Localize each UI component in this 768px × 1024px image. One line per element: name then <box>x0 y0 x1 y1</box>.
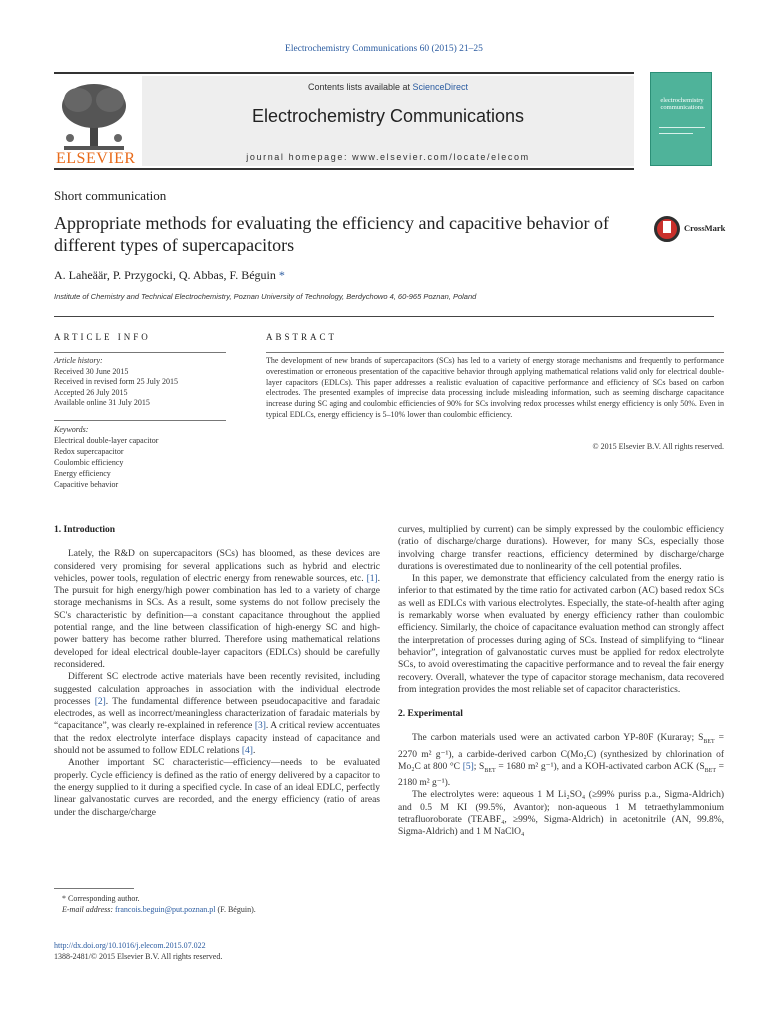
email-label: E-mail address: <box>62 905 114 914</box>
crossmark-label: CrossMark <box>684 223 726 233</box>
reference-link[interactable]: [3] <box>254 721 266 732</box>
keyword-item: Electrical double-layer capacitor <box>54 436 159 445</box>
journal-citation[interactable]: Electrochemistry Communications 60 (2015) 21–25 <box>285 44 483 54</box>
keywords <box>54 424 226 490</box>
article-history <box>54 356 226 409</box>
footnote-rule <box>54 888 134 889</box>
history-item: Received in revised form 25 July 2015 <box>54 377 178 386</box>
subscript: BET <box>704 767 717 774</box>
contents-prefix: Contents lists available at <box>307 82 413 92</box>
paragraph <box>54 548 380 671</box>
history-item: Received 30 June 2015 <box>54 366 129 376</box>
keyword-item: Capacitive behavior <box>54 480 119 489</box>
section-type: Short communication <box>54 188 167 203</box>
cover-stripe <box>659 127 705 128</box>
history-label: Article history: <box>54 356 103 365</box>
header-top-rule <box>54 72 634 74</box>
corresponding-author-note: Corresponding author. <box>68 894 140 903</box>
abstract-heading: ABSTRACT <box>266 332 338 342</box>
history-item: Available online 31 July 2015 <box>54 398 150 407</box>
keywords-label: Keywords: <box>54 425 89 434</box>
section-heading: 1. Introduction <box>54 525 116 535</box>
paragraph <box>398 789 724 838</box>
section-heading: 2. Experimental <box>398 709 463 720</box>
article-info-rule <box>54 352 226 353</box>
authors-text: A. Laheäär, P. Przygocki, Q. Abbas, F. Béguin <box>54 268 276 282</box>
section-divider <box>54 316 714 317</box>
reference-link[interactable]: [1] <box>366 573 378 584</box>
contents-line <box>142 82 634 92</box>
affiliation: Institute of Chemistry and Technical Electrochemistry, Poznan University of Technology, Berdychowo 4, 60-965 Poznan, Poland <box>54 292 477 301</box>
email-link[interactable]: francois.beguin@put.poznan.pl <box>115 905 216 914</box>
journal-cover-thumbnail[interactable] <box>650 72 712 166</box>
corresponding-author-mark[interactable]: * <box>278 268 285 282</box>
sciencedirect-link[interactable]: ScienceDirect <box>412 82 469 92</box>
paragraph-text: The electrolytes were: aqueous 1 M Li₂SO₄ (≥99% puriss p.a., Sigma-Aldrich) and 0.5 M KI (99.5%, Avantor); non-aqueous 1 M tetraethylammonium tetrafluoroborate (TEABF₄, ≥99%, Sigma-Aldrich) in acetonitrile (AN, 99.8%, Sigma-Aldrich) and 1 M NaClO₄ <box>398 790 724 838</box>
paragraph <box>54 671 380 757</box>
keywords-rule <box>54 420 226 421</box>
subscript: BET <box>703 739 715 746</box>
abstract-text: The development of new brands of supercapacitors (SCs) has led to a variety of energy storage mechanisms and frequently to performance overestimation or erroneous presentation of the capacitive behavior through applying mathematical relations valid only for electrical double-layer capacitors (EDLCs). This paper addresses a realistic evaluation of capacitive performance and efficiency of SCs based on carbon electrodes. The presented examples of imprecise data processing include misleading information, such as seeming discharge capacitance increase during SC aging and coulombic efficiencies of 90% for SCs involving redox processes whilst energy efficiency is only 50%. Even in typical EDLCs, energy efficiency is 5–10% lower than coulombic efficiency. <box>266 356 724 419</box>
issn-line: 1388-2481/© 2015 Elsevier B.V. All rights reserved. <box>54 952 223 961</box>
doi-link[interactable]: http://dx.doi.org/10.1016/j.elecom.2015.07.022 <box>54 941 206 950</box>
cover-title: electrochemistry communications <box>660 97 704 112</box>
paragraph-text: curves, multiplied by current) can be simply expressed by the coulombic efficiency (ratio of discharge/charge durations). However, for many SCs, especially those involving charge transfer reactions, efficiency determined by discharge/charge durations is overestimated due to nonlinearity of the cell potential profiles. <box>398 525 724 572</box>
footnote-mark: * <box>62 894 66 903</box>
crossmark-bookmark-icon <box>663 221 671 233</box>
journal-homepage[interactable]: journal homepage: www.elsevier.com/locate/elecom <box>246 152 530 162</box>
paragraph <box>398 732 724 789</box>
paragraph-text: . <box>252 746 256 757</box>
article-info-heading: ARTICLE INFO <box>54 332 151 342</box>
paragraph-text: Different SC electrode active materials have been recently revisited, including suggested calculation approaches in association with the individual electrode processes <box>54 672 380 707</box>
footnote <box>62 893 380 915</box>
paragraph-text: ; S <box>473 761 485 772</box>
footnote-line <box>62 893 380 904</box>
keyword-item: Redox supercapacitor <box>54 447 124 456</box>
journal-title: Electrochemistry Communications <box>251 106 525 126</box>
paragraph-text: . The fundamental difference between pseudocapacitive and faradaic electrodes, as well as incorrect/meaningless characterization of faradaic materials by “capacitance”, was clearly re-explained in reference <box>54 696 380 732</box>
publisher-wordmark: ELSEVIER <box>56 150 136 167</box>
paragraph-text: The carbon materials used were an activated carbon YP-80F (Kuraray; S <box>412 733 704 744</box>
subscript: BET <box>484 767 496 774</box>
paragraph-text: Lately, the R&D on supercapacitors (SCs) has bloomed, as these devices are considered very promising for several applications such as hybrid and electric vehicles, power tools, regulation of electric energy from renewable sources, etc. <box>54 549 380 584</box>
article-title: Appropriate methods for evaluating the efficiency and capacitive behavior of different types of supercapacitors <box>54 213 609 255</box>
paragraph-text: . A critical review accentuates that the redox electrolyte interface displays capacity instead of capacitance and should not be assumed to follow EDLC relations <box>54 721 381 757</box>
email-suffix: (F. Béguin). <box>215 905 256 914</box>
paragraph-text: In this paper, we demonstrate that efficiency calculated from the energy ratio is inferior to that estimated by the time ratio for activated carbon (AC) based redox SCs as well as EDLCs with various electrolytes. Especially, the state-of-health after aging is remarkably worse when evaluated by energy efficiency rather than coulombic efficiency. Similarly, the choice of capacitance evaluation method can strongly affect the interpretation of processes during aging of SCs. Instead of simplifying to “linear behavior”, integration of galvanostatic curves must be applied for redox electrolyte SCs, to avoid overestimating the capacitive performance and to reveal the fair energy recovery. Overall, whatever the type of capacitor storage mechanism, data recovered from integration provides the most reliable set of capacitor characteristics. <box>398 574 724 695</box>
abstract-rule <box>266 352 724 353</box>
crossmark-badge[interactable] <box>654 214 728 244</box>
keyword-item: Coulombic efficiency <box>54 458 124 467</box>
history-item: Accepted 26 July 2015 <box>54 387 128 397</box>
paragraph <box>54 757 380 818</box>
cover-stripe <box>659 133 693 134</box>
journal-header <box>54 72 634 170</box>
paragraph-text: . The pursuit for high energy/high power combination has led to a variety of charge storage mechanisms in SCs. As a result, some systems do not follow precisely the SC's characteristic by definition—a constant capacitance throughout the applied potential range, and the line between classification of high-energy SC and high-power battery has become rather blurred. Therefore using mathematical relations developed for ideal electrical double-layer capacitors (EDLCs) should be carefully reconsidered. <box>54 573 381 670</box>
paragraph <box>398 524 724 573</box>
paragraph-text: = 2270 m² g⁻¹), a carbide-derived carbon C(Mo₂C) (synthesized by chlorination of Mo₂C at 800 °C <box>398 733 724 772</box>
paragraph <box>398 573 724 696</box>
paragraph-text: Another important SC characteristic—efficiency—needs to be evaluated properly. Cycle efficiency is defined as the ratio of energy delivered by a capacitor to the energy supplied to it during a specified cycle. In case of an ideal EDLC, perfectly linear galvanostatic curves are recorded, and the energy efficiency (ratio of areas under the discharge/charge <box>54 758 380 818</box>
paragraph-text: = 1680 m² g⁻¹), and a KOH-activated carbon ACK (S <box>495 761 705 772</box>
reference-link[interactable]: [5] <box>462 761 474 772</box>
doi-block <box>54 940 222 962</box>
body-column-left <box>54 524 380 819</box>
keyword-item: Energy efficiency <box>54 469 111 478</box>
reference-link[interactable]: [2] <box>94 696 106 707</box>
abstract-copyright: © 2015 Elsevier B.V. All rights reserved. <box>592 442 724 451</box>
footnote-line <box>62 904 380 915</box>
author-list <box>54 268 285 283</box>
body-column-right <box>398 524 724 839</box>
paragraph-text: = 2180 m² g⁻¹). <box>398 761 725 789</box>
reference-link[interactable]: [4] <box>241 746 253 757</box>
header-bottom-rule <box>54 168 634 170</box>
